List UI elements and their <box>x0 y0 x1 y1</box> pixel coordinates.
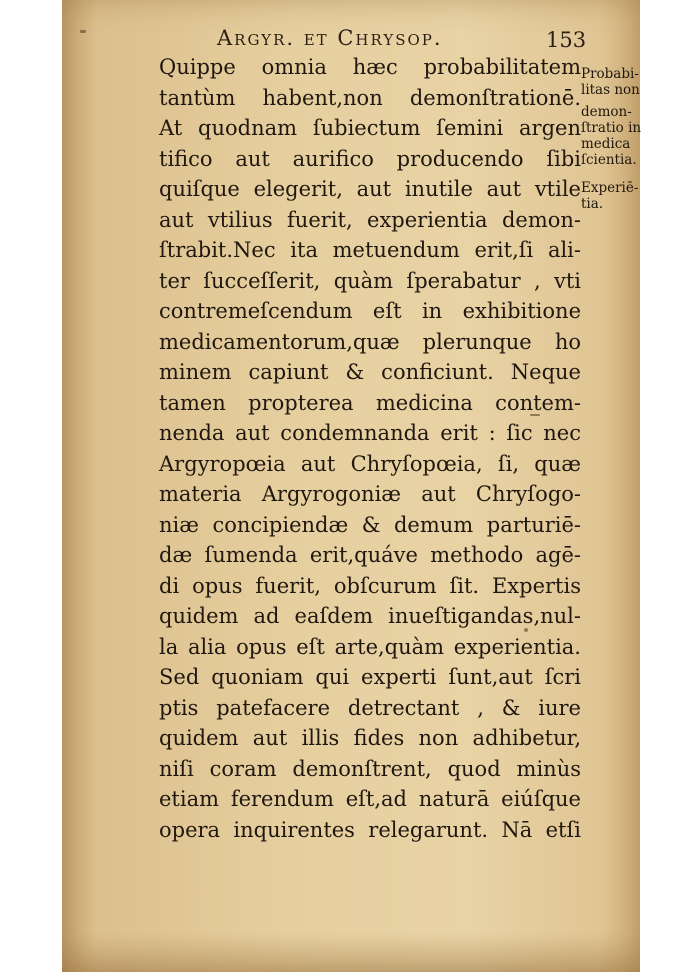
text-line: etiam ferendum eſt,ad naturā eiúſque <box>159 787 581 811</box>
text-line: dæ ſumenda erit,quáve methodo agē- <box>159 543 581 567</box>
text-line: niſi coram demonſtrent, quod minùs <box>159 756 581 781</box>
text-line: contremeſcendum eſt in exhibitione <box>159 299 581 323</box>
text-line: Argyropœia aut Chryſopœia, ſi, quæ <box>159 451 581 476</box>
margin-note: tia. <box>581 196 604 212</box>
text-line: medicamentorum,quæ plerunque ho <box>159 329 581 354</box>
margin-note: medica <box>581 136 631 152</box>
ink-speck <box>80 30 86 33</box>
running-title: Argyr. et Chrysop. <box>217 26 443 50</box>
margin-note: ſtratio in <box>581 120 642 136</box>
margin-note: Experiē- <box>581 180 639 196</box>
ink-speck <box>530 414 540 416</box>
text-line: quidem aut illis fides non adhibetur, <box>159 726 581 750</box>
text-line: tifico aut aurifico producendo ſibi <box>159 146 581 171</box>
text-line: nenda aut condemnanda erit : ſic nec <box>159 421 581 445</box>
text-line: Sed quoniam qui experti ſunt,aut ſcri <box>159 665 581 689</box>
text-line: aut vtilius fuerit, experientia demon- <box>159 207 581 232</box>
margin-note: demon- <box>581 104 632 120</box>
text-line: opera inquirentes relegarunt. Nā etſi <box>159 817 581 842</box>
text-line: materia Argyrogoniæ aut Chryſogo- <box>159 482 581 506</box>
text-line: ter ſucceſſerit, quàm ſperabatur , vti <box>159 268 581 293</box>
text-line: la alia opus eſt arte,quàm experientia. <box>159 634 581 659</box>
text-line: tamen propterea medicina contem- <box>159 390 581 415</box>
text-line: quidem ad eaſdem inueſtigandas,nul- <box>159 604 581 628</box>
body-text <box>159 52 581 845</box>
marginal-notes <box>581 66 659 212</box>
text-line: tantùm habent,non demonſtrationē. <box>159 85 581 110</box>
margin-note: ſcientia. <box>581 152 637 168</box>
text-line: ptis patefacere detrectant , & iure <box>159 695 581 720</box>
page-number: 153 <box>546 28 587 52</box>
text-line: niæ concipiendæ & demum parturiē- <box>159 512 581 537</box>
book-page <box>62 0 640 972</box>
text-line: quiſque elegerit, aut inutile aut vtile <box>159 177 581 201</box>
margin-note: Probabi- <box>581 66 639 82</box>
ink-speck <box>524 628 528 632</box>
text-line: di opus fuerit, obſcurum ſit. Expertis <box>159 573 581 598</box>
text-line: minem capiunt & conficiunt. Neque <box>159 360 581 384</box>
text-line: At quodnam ſubiectum ſemini argen <box>159 116 581 140</box>
text-line: ſtrabit.Nec ita metuendum erit,ſi ali- <box>159 238 581 262</box>
margin-note: litas non <box>581 82 640 98</box>
text-line: Quippe omnia hæc probabilitatem <box>159 55 581 79</box>
